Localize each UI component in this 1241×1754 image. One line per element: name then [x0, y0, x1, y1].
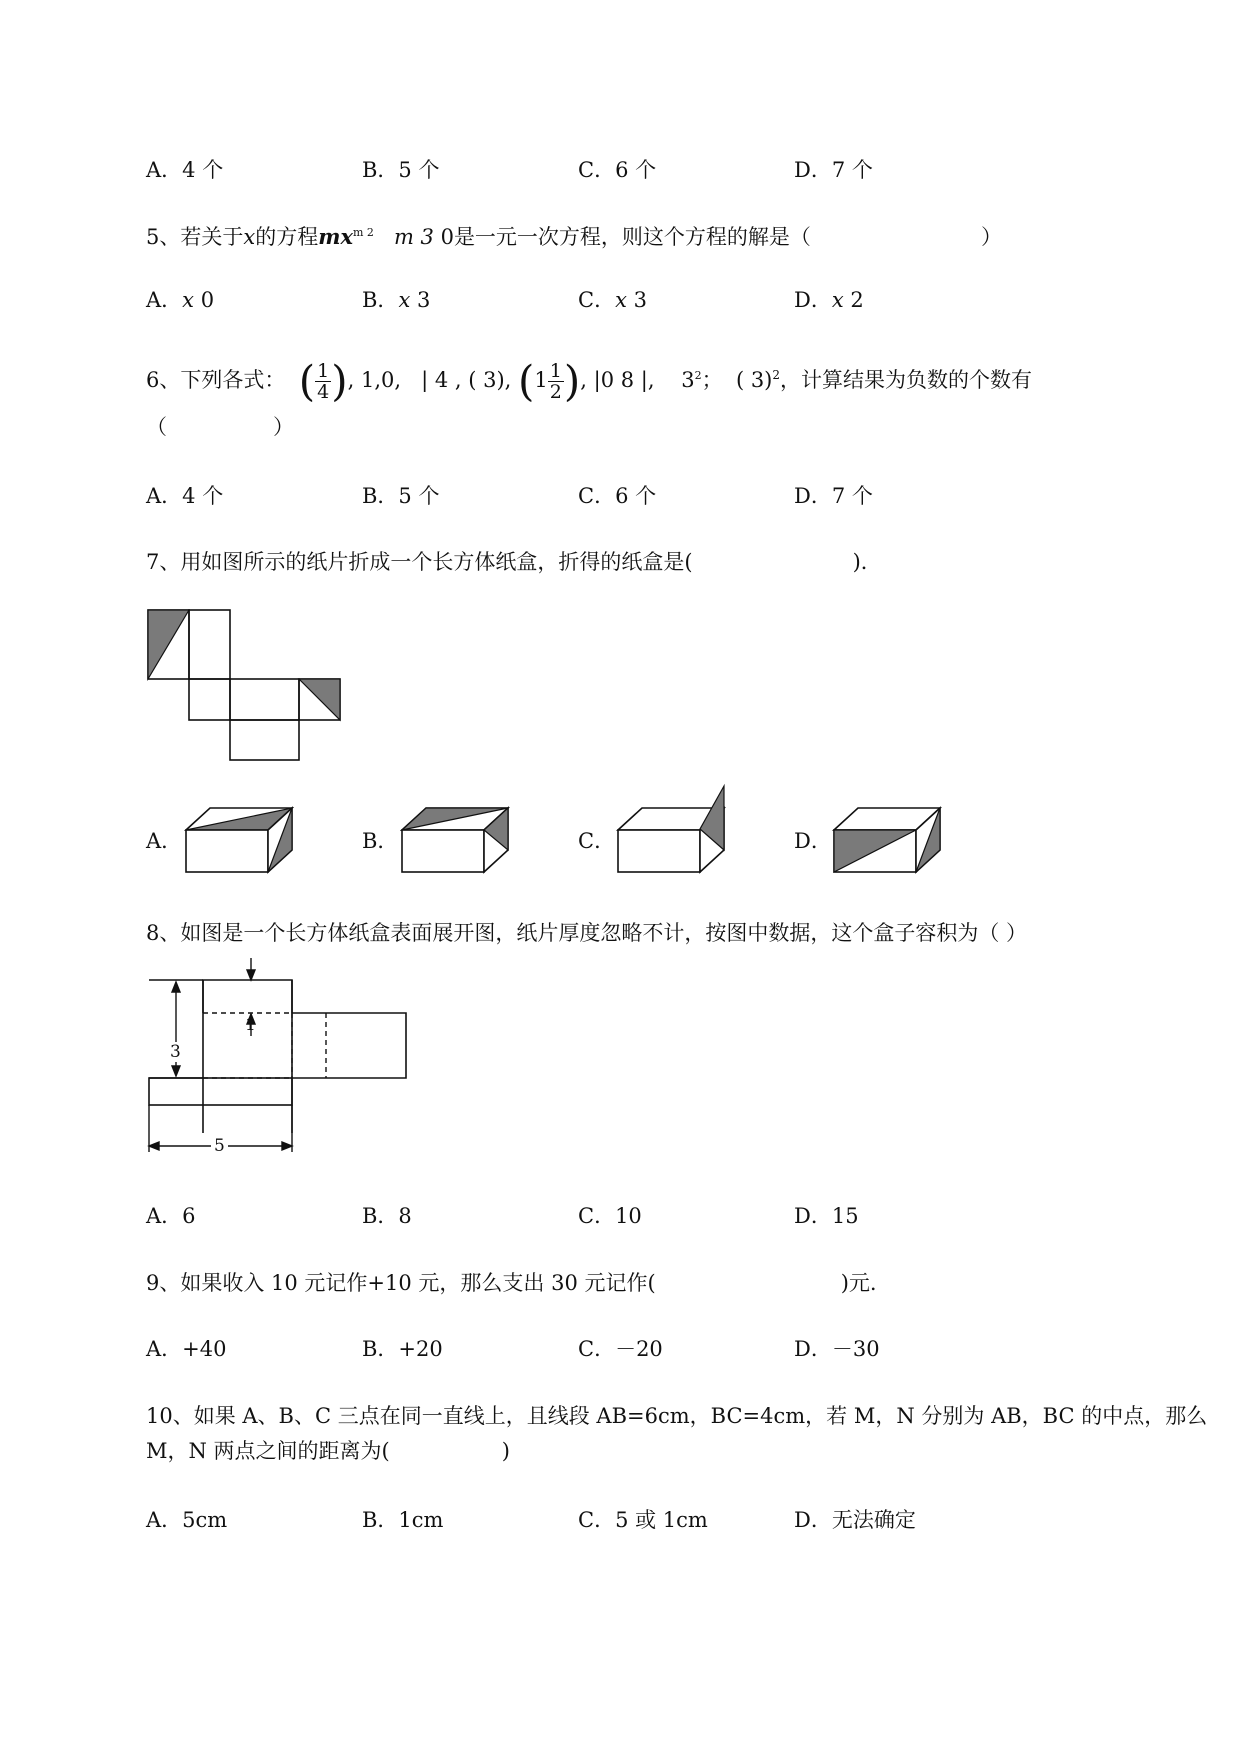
q9-option-d[interactable]: D．－30: [794, 1337, 880, 1361]
q10-line-2-close: ): [501, 1439, 510, 1463]
q9-close: )元.: [840, 1271, 877, 1295]
q6-part-2: , 1,0,: [347, 368, 408, 392]
q8-label-3: 3: [170, 1042, 181, 1062]
q7-option-b-box: [400, 806, 510, 876]
q6-paren-line: [146, 412, 294, 442]
q4-option-b[interactable]: B．5 个: [362, 158, 440, 182]
q8-net-figure: [146, 980, 426, 1160]
q5-option-b-val: 3: [416, 288, 431, 312]
q7-options: [146, 806, 1046, 876]
q7-option-a-box: [184, 806, 294, 876]
q6-fraction-1-den: 4: [317, 381, 330, 403]
q5-eq-zero: 0: [440, 225, 454, 249]
q5-option-b-expr: x: [398, 288, 417, 312]
q10-option-a[interactable]: A．5cm: [146, 1508, 228, 1532]
q5-stem-pre: 5、若关于: [146, 225, 244, 249]
q8-stem-text: 8、如图是一个长方体纸盒表面展开图，纸片厚度忽略不计，按图中数据，这个盒子容积为（ ）: [146, 921, 1028, 945]
q5-stem-mid: 的方程: [255, 225, 319, 249]
q8-label-5: 5: [211, 1136, 228, 1156]
q6-fraction-1: [315, 361, 331, 402]
q8-option-c[interactable]: C．10: [578, 1204, 642, 1228]
q5-eq: mx: [318, 224, 353, 249]
q6-stem-post: ，计算结果为负数的个数有: [780, 368, 1033, 392]
q9-options: [146, 1334, 1046, 1364]
q5-option-a-label: A．: [146, 288, 183, 312]
q7-option-d-box: [832, 806, 942, 876]
q6-part-5-sup: 2: [694, 369, 702, 382]
q6-part-3: 4 , ( 3),: [428, 368, 512, 392]
q6-stem-pre: 6、下列各式：: [146, 368, 286, 392]
q5-option-c-expr: x: [615, 288, 634, 312]
q9-option-c[interactable]: C．－20: [578, 1337, 663, 1361]
q6-paren-open: （: [146, 415, 167, 439]
q6-mixed-whole: 1: [534, 368, 548, 392]
q7-stem: [146, 547, 882, 577]
q8-label-1: 1: [245, 1015, 256, 1035]
q6-fraction-2-den: 2: [549, 381, 562, 403]
q5-option-c-label: C．: [578, 288, 616, 312]
q10-line-2-pre: M，N 两点之间的距离为(: [146, 1439, 390, 1463]
q5-option-d[interactable]: [794, 285, 864, 315]
q10-option-d[interactable]: D．无法确定: [794, 1508, 916, 1532]
q8-option-d[interactable]: D．15: [794, 1204, 859, 1228]
q6-paren-right-1: ): [331, 356, 348, 406]
q6-part-7-sup: 2: [772, 368, 781, 382]
q5-stem: [146, 218, 1002, 252]
q5-close: ）: [980, 225, 1002, 249]
q6-option-a[interactable]: A．4 个: [146, 484, 224, 508]
q5-eq-sup: m 2: [352, 226, 374, 239]
q6-abs-bar: |: [421, 368, 429, 392]
q8-stem: [146, 918, 1027, 948]
q6-fraction-1-num: 1: [317, 360, 330, 382]
q5-stem-post: 是一元一次方程，则这个方程的解是（: [453, 225, 811, 249]
q10-stem-line-1: 10、如果 A、B、C 三点在同一直线上，且线段 AB=6cm，BC=4cm，若 M，N 分别为 AB，BC 的中点，那么: [146, 1404, 1208, 1428]
q10-option-b[interactable]: B．1cm: [362, 1508, 444, 1532]
q6-option-b[interactable]: B．5 个: [362, 484, 440, 508]
q6-options: [146, 481, 1046, 511]
q9-option-a[interactable]: A．+40: [146, 1337, 227, 1361]
q5-option-c[interactable]: [578, 285, 647, 315]
q5-option-d-val: 2: [850, 288, 864, 312]
q5-option-d-label: D．: [794, 288, 832, 312]
q6-fraction-2-num: 1: [549, 360, 562, 382]
q5-option-b[interactable]: [362, 285, 430, 315]
q5-option-d-expr: x: [831, 288, 851, 312]
q10-option-c[interactable]: C．5 或 1cm: [578, 1508, 708, 1532]
q5-option-a[interactable]: [146, 285, 214, 315]
q6-paren-left-2: (: [518, 356, 535, 406]
q7-close: )．: [852, 550, 882, 574]
q5-eq-tail: m 3: [393, 225, 441, 249]
q5-options: [146, 285, 1046, 315]
q6-paren-close: ）: [273, 415, 294, 439]
q5-option-b-label: B．: [362, 288, 399, 312]
q6-part-5: 3: [681, 368, 695, 392]
q7-option-d-label: D．: [794, 829, 832, 853]
q6-paren-left-1: (: [298, 356, 316, 406]
q10-stem-line-2: [146, 1436, 510, 1466]
q6-fraction-2: [548, 361, 564, 402]
q5-option-c-val: 3: [633, 288, 647, 312]
q6-option-c[interactable]: C．6 个: [578, 484, 657, 508]
q4-option-d[interactable]: D．7 个: [794, 158, 873, 182]
q6-paren-right-2: ): [563, 356, 581, 406]
q5-var: x: [243, 225, 256, 249]
q4-option-a[interactable]: A．4 个: [146, 158, 224, 182]
q6-option-d[interactable]: D．7 个: [794, 484, 873, 508]
q9-stem: [146, 1268, 877, 1298]
q7-option-c-label: C．: [578, 829, 616, 853]
q4-option-c[interactable]: C．6 个: [578, 158, 657, 182]
q10-options: [146, 1505, 1046, 1535]
q8-options: [146, 1201, 1046, 1231]
q6-part-4: , |0 8 |,: [580, 368, 655, 392]
q7-option-c-box: [616, 806, 726, 876]
q5-option-a-expr: x: [182, 288, 201, 312]
q6-stem: [146, 352, 1033, 406]
q6-part-6: ；: [701, 368, 723, 392]
q6-part-7: ( 3): [735, 368, 773, 392]
q4-options: [146, 155, 1046, 185]
q9-option-b[interactable]: B．+20: [362, 1337, 443, 1361]
q7-stem-text: 7、用如图所示的纸片折成一个长方体纸盒，折得的纸盒是(: [146, 550, 693, 574]
q7-option-a-label: A．: [146, 829, 183, 853]
q5-option-a-val: 0: [200, 288, 215, 312]
q7-option-b-label: B．: [362, 829, 399, 853]
q7-net-figure: [146, 608, 346, 768]
q8-option-a[interactable]: A．6: [146, 1204, 196, 1228]
q9-stem-text: 9、如果收入 10 元记作+10 元，那么支出 30 元记作(: [146, 1271, 656, 1295]
q8-option-b[interactable]: B．8: [362, 1204, 412, 1228]
